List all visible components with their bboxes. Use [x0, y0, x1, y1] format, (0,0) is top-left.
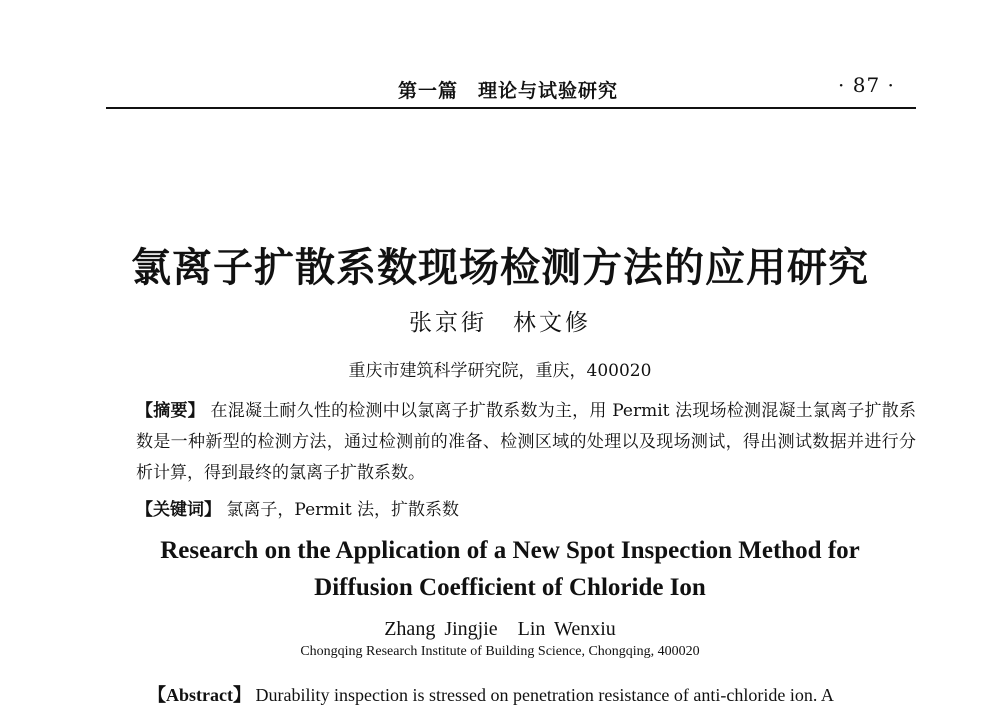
chinese-authors: 张京街 林文修: [409, 310, 591, 336]
english-title-line-2: Diffusion Coefficient of Chloride Ion: [314, 574, 706, 601]
header-rule: [106, 107, 916, 109]
running-header-section: 第一篇 理论与试验研究: [398, 80, 619, 102]
chinese-abstract-label: 【摘要】: [136, 401, 205, 421]
english-title: [100, 532, 920, 606]
english-title-line-1: Research on the Application of a New Spot Inspection Method for: [160, 537, 860, 564]
english-abstract-text: Durability inspection is stressed on penetration resistance of anti-chloride ion. A: [255, 685, 834, 705]
english-affiliation: Chongqing Research Institute of Building Science, Chongqing, 400020: [300, 644, 700, 659]
english-abstract-label: 【Abstract】: [148, 685, 251, 705]
chinese-keywords: [136, 495, 916, 520]
chinese-abstract: [136, 396, 916, 489]
chinese-affiliation: 重庆市建筑科学研究院，重庆，400020: [348, 361, 652, 381]
chinese-title: 氯离子扩散系数现场检测方法的应用研究: [131, 244, 869, 291]
chinese-keywords-label: 【关键词】: [136, 500, 221, 520]
chinese-keywords-text: 氯离子，Permit 法，扩散系数: [226, 500, 460, 520]
chinese-abstract-text: 在混凝土耐久性的检测中以氯离子扩散系数为主，用 Permit 法现场检测混凝土氯离子扩散系数是一种新型的检测方法，通过检测前的准备、检测区域的处理以及现场测试，得出测试数据并进行分析计算，得到最终的氯离子扩散系数。: [136, 401, 917, 483]
page-number: · 87 ·: [838, 73, 895, 97]
english-authors: Zhang Jingjie Lin Wenxiu: [384, 618, 616, 640]
english-abstract: [148, 680, 918, 710]
